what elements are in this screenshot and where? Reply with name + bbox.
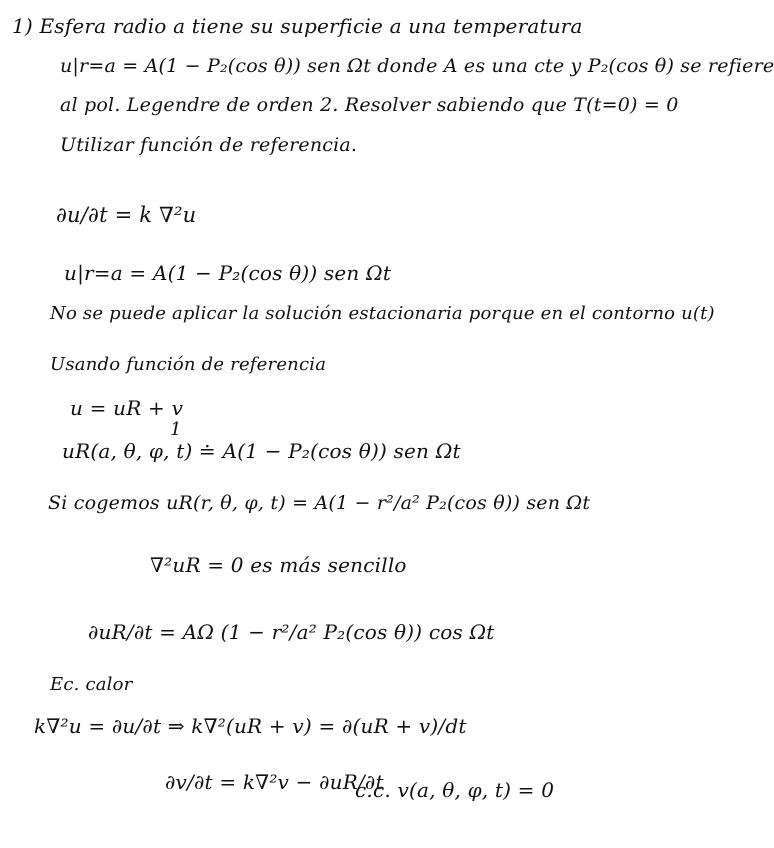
equation-for-v: ∂v/∂t = k∇²v − ∂uR/∂t bbox=[165, 770, 384, 794]
footnote-mark: 1 bbox=[170, 419, 182, 440]
substituted-heat-equation: k∇²u = ∂u/∂t ⇒ k∇²(uR + v) = ∂(uR + v)/dt bbox=[34, 714, 467, 738]
reference-function-heading: Usando función de referencia bbox=[50, 354, 327, 375]
problem-statement-line-4: Utilizar función de referencia. bbox=[60, 134, 358, 156]
boundary-condition: u|r=a = A(1 − P₂(cos θ)) sen Ωt bbox=[64, 261, 392, 285]
reference-boundary-equation: uR(a, θ, φ, t) ≐ A(1 − P₂(cos θ)) sen Ωt bbox=[62, 439, 461, 463]
problem-statement-line-1: 1) Esfera radio a tiene su superficie a una temperatura bbox=[12, 14, 583, 38]
problem-statement-line-3: al pol. Legendre de orden 2. Resolver sabiendo que T(t=0) = 0 bbox=[60, 94, 679, 116]
heat-equation: ∂u/∂t = k ∇²u bbox=[56, 203, 197, 227]
reference-choice-equation: Si cogemos uR(r, θ, φ, t) = A(1 − r²/a² P₂(cos θ)) sen Ωt bbox=[48, 492, 591, 514]
time-derivative-reference: ∂uR/∂t = AΩ (1 − r²/a² P₂(cos θ)) cos Ωt bbox=[88, 620, 495, 644]
decomposition-equation: u = uR + v bbox=[70, 396, 184, 420]
laplacian-zero-line: ∇²uR = 0 es más sencillo bbox=[150, 553, 407, 577]
heat-equation-label: Ec. calor bbox=[50, 674, 133, 695]
boundary-condition-v: c.c. v(a, θ, φ, t) = 0 bbox=[355, 778, 555, 802]
stationary-remark: No se puede aplicar la solución estacionaria porque en el contorno u(t) bbox=[50, 303, 715, 324]
problem-statement-line-2: u|r=a = A(1 − P₂(cos θ)) sen Ωt donde A es una cte y P₂(cos θ) se refiere bbox=[60, 55, 774, 77]
